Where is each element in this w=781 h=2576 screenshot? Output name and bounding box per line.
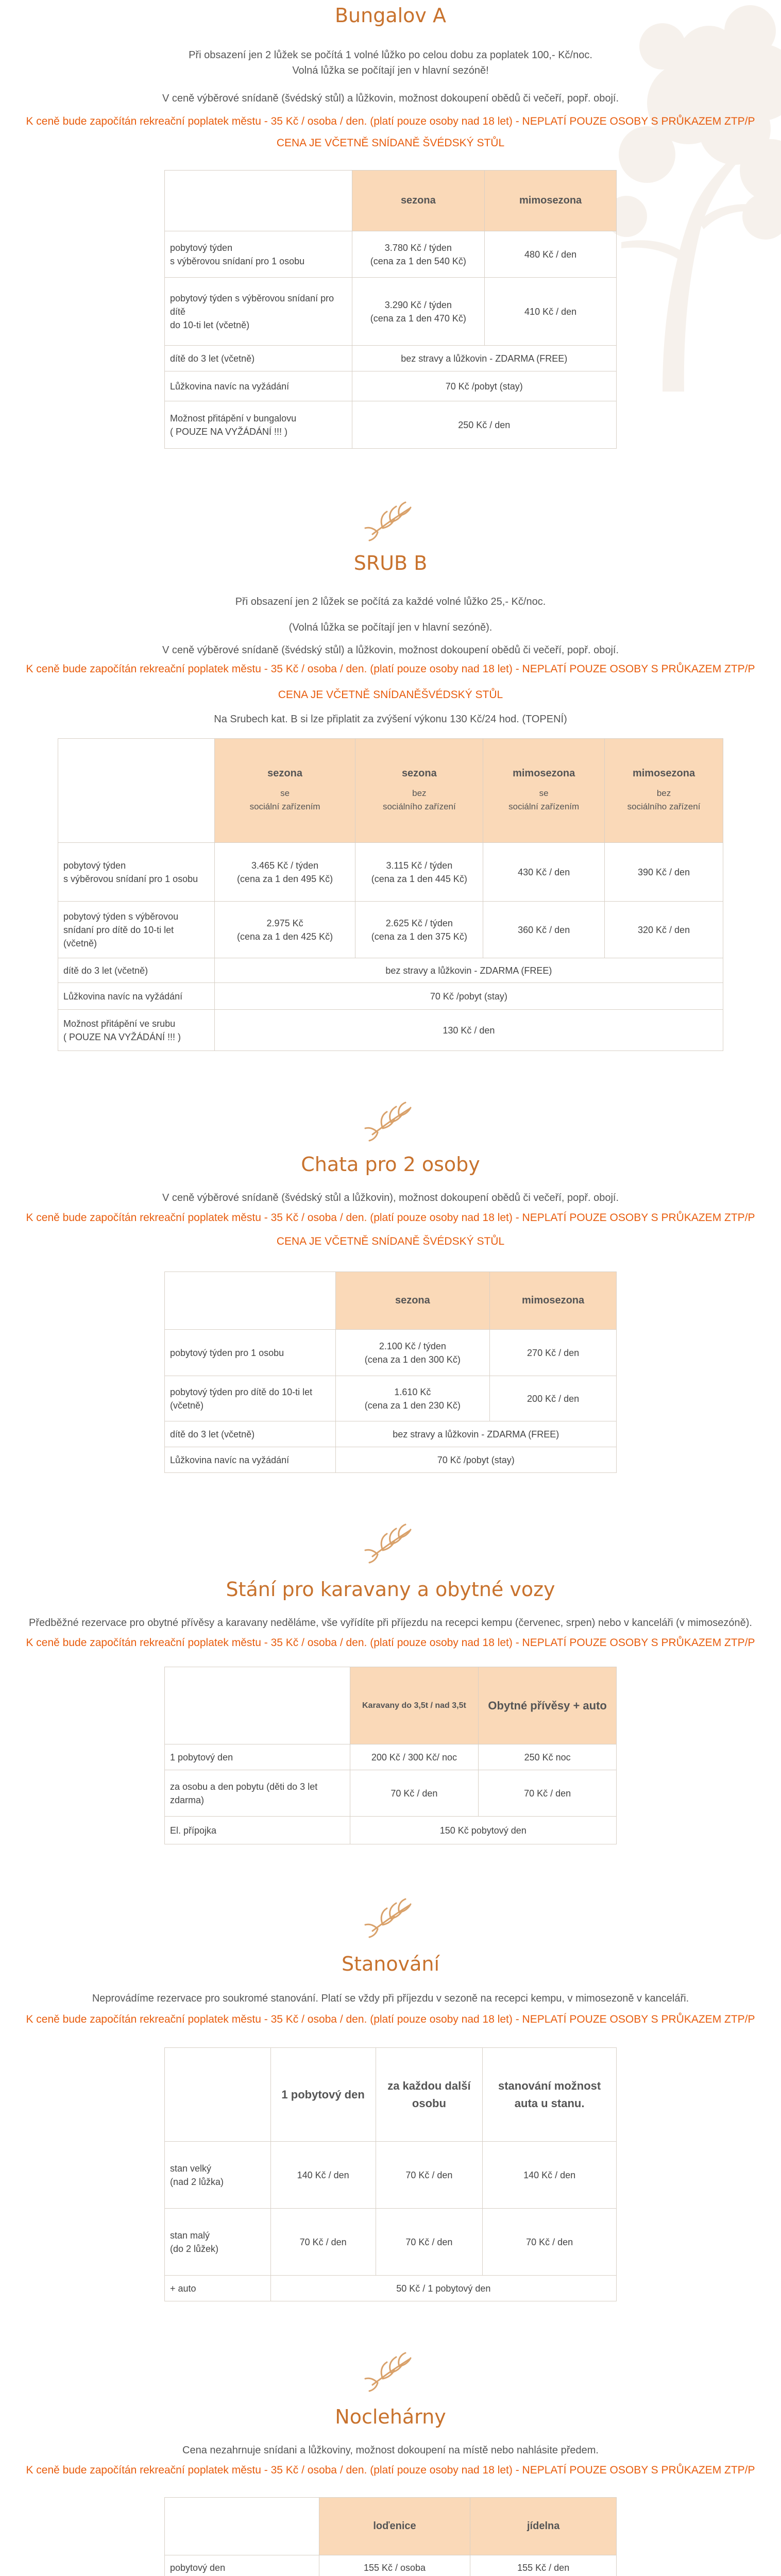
row-label: Lůžkovina navíc na vyžádání [58, 983, 215, 1010]
section-title: Chata pro 2 osoby [301, 1153, 480, 1176]
price-cell: bez stravy a lůžkovin - ZDARMA (FREE) [335, 1421, 616, 1447]
price-cell: 150 Kč pobytový den [350, 1817, 616, 1844]
section-title: Noclehárny [335, 2405, 446, 2428]
recreation-fee-notice: K ceně bude započítán rekreační poplatek městu - 35 Kč / osoba / den. (platí pouze osoby nad 18 let) - NEPLATÍ POUZE OSOBY S PRŮKAZEM ZTP/P [26, 115, 755, 127]
row-label: za osobu a den pobytu (děti do 3 let zdarma) [165, 1770, 350, 1817]
price-cell: 70 Kč / den [376, 2142, 483, 2209]
row-label: pobytový den [165, 2555, 319, 2576]
table-row [165, 1744, 617, 1770]
price-cell: 2.100 Kč / týden (cena za 1 den 300 Kč) [335, 1330, 490, 1376]
table-row [165, 1770, 617, 1817]
row-label: stan velký (nad 2 lůžka) [165, 2142, 271, 2209]
price-cell: 140 Kč / den [270, 2142, 376, 2209]
intro-text: Při obsazení jen 2 lůžek se počítá 1 volné lůžko po celou dobu za poplatek 100,- Kč/noc. [189, 49, 592, 61]
table-row [165, 1421, 617, 1447]
price-cell: bez stravy a lůžkovin - ZDARMA (FREE) [352, 346, 616, 371]
price-cell: 155 Kč / den [470, 2555, 617, 2576]
row-label: pobytový týden s výběrovou snídaní pro dítě do 10-ti let (včetně) [58, 902, 215, 958]
wheat-ornament-icon [362, 1895, 419, 1938]
price-cell: 70 Kč /pobyt (stay) [335, 1447, 616, 1473]
column-header: stanování možnost auta u stanu. [483, 2048, 617, 2142]
price-cell: 130 Kč / den [214, 1010, 723, 1051]
price-cell: 70 Kč / den [270, 2209, 376, 2276]
table-row [165, 278, 617, 346]
intro-text: Volná lůžka se počítají jen v hlavní sezóně! [292, 65, 489, 76]
table-row [165, 2209, 617, 2276]
row-label: pobytový týden s výběrovou snídaní pro dítě do 10-ti let (včetně) [165, 278, 352, 346]
row-label: Možnost přitápění ve srubu ( POUZE NA VYŽÁDÁNÍ !!! ) [58, 1010, 215, 1051]
price-cell: 140 Kč / den [483, 2142, 617, 2209]
table-row [58, 843, 723, 902]
section-title: Stanování [341, 1953, 440, 1975]
intro-text: Při obsazení jen 2 lůžek se počítá za každé volné lůžko 25,- Kč/noc. [235, 596, 546, 607]
price-cell: 250 Kč noc [479, 1744, 617, 1770]
row-label: Možnost přitápění v bungalovu ( POUZE NA VYŽÁDÁNÍ !!! ) [165, 401, 352, 449]
column-header: sezona se sociální zařízením [214, 739, 355, 843]
breakfast-notice: CENA JE VČETNĚ SNÍDANĚŠVÉDSKÝ STŮL [278, 689, 503, 701]
column-header: mimosezona [490, 1272, 617, 1330]
row-label: pobytový týden s výběrovou snídaní pro 1 osobu [165, 231, 352, 278]
table-row [165, 1447, 617, 1473]
table-row [165, 346, 617, 371]
price-table [164, 1667, 617, 1844]
recreation-fee-notice: K ceně bude započítán rekreační poplatek městu - 35 Kč / osoba / den. (platí pouze osoby nad 18 let) - NEPLATÍ POUZE OSOBY S PRŮKAZEM ZTP/P [26, 2464, 755, 2476]
wheat-ornament-icon [362, 1520, 419, 1564]
intro-text: Předběžné rezervace pro obytné přívěsy a karavany neděláme, vše vyřídíte při příjezdu na recepci kempu (červenec, srpen) nebo v kanceláři (v mimosezóně). [28, 1617, 752, 1629]
price-cell: 3.465 Kč / týden (cena za 1 den 495 Kč) [214, 843, 355, 902]
price-cell: bez stravy a lůžkovin - ZDARMA (FREE) [214, 958, 723, 983]
price-cell: 430 Kč / den [483, 843, 605, 902]
table-row [165, 1330, 617, 1376]
table-row [165, 371, 617, 401]
price-cell: 70 Kč / den [376, 2209, 483, 2276]
column-header: mimosezona se sociální zařízením [483, 739, 605, 843]
section-karavany [0, 1578, 781, 1844]
row-label: pobytový týden s výběrovou snídaní pro 1 osobu [58, 843, 215, 902]
recreation-fee-notice: K ceně bude započítán rekreační poplatek městu - 35 Kč / osoba / den. (platí pouze osoby nad 18 let) - NEPLATÍ POUZE OSOBY S PRŮKAZEM ZTP/P [26, 1212, 755, 1224]
price-cell: 70 Kč / den [479, 1770, 617, 1817]
wheat-ornament-icon [362, 498, 419, 541]
column-header: Karavany do 3,5t / nad 3,5t [350, 1667, 479, 1744]
price-table [58, 738, 723, 1051]
column-header: mimosezona bez sociálního zařízení [605, 739, 723, 843]
table-row [58, 983, 723, 1010]
price-cell: 390 Kč / den [605, 843, 723, 902]
price-cell: 70 Kč / den [483, 2209, 617, 2276]
recreation-fee-notice: K ceně bude započítán rekreační poplatek městu - 35 Kč / osoba / den. (platí pouze osoby nad 18 let) - NEPLATÍ POUZE OSOBY S PRŮKAZEM ZTP/P [26, 1637, 755, 1649]
row-label: dítě do 3 let (včetně) [58, 958, 215, 983]
price-cell: 480 Kč / den [485, 231, 617, 278]
table-row [165, 1817, 617, 1844]
price-cell: 200 Kč / den [490, 1376, 617, 1421]
price-table [164, 1272, 617, 1473]
section-nocleharny [0, 2405, 781, 2576]
section-title: Stání pro karavany a obytné vozy [226, 1578, 555, 1601]
price-cell: 50 Kč / 1 pobytový den [270, 2276, 616, 2301]
table-row [165, 401, 617, 449]
row-label: dítě do 3 let (včetně) [165, 1421, 336, 1447]
column-header: sezona bez sociálního zařízení [355, 739, 483, 843]
price-cell: 2.625 Kč / týden (cena za 1 den 375 Kč) [355, 902, 483, 958]
price-table [164, 2497, 617, 2576]
section-title: Bungalov A [334, 4, 446, 27]
price-cell: 410 Kč / den [485, 278, 617, 346]
section-bungalov [0, 0, 781, 449]
price-cell: 2.975 Kč (cena za 1 den 425 Kč) [214, 902, 355, 958]
column-header: jídelna [470, 2498, 617, 2555]
recreation-fee-notice: K ceně bude započítán rekreační poplatek městu - 35 Kč / osoba / den. (platí pouze osoby nad 18 let) - NEPLATÍ POUZE OSOBY S PRŮKAZEM ZTP/P [26, 2013, 755, 2025]
price-cell: 155 Kč / osoba [319, 2555, 470, 2576]
price-cell: 3.780 Kč / týden (cena za 1 den 540 Kč) [352, 231, 485, 278]
column-header: mimosezona [485, 171, 617, 231]
price-cell: 70 Kč /pobyt (stay) [352, 371, 616, 401]
section-stanovani [0, 1953, 781, 2301]
breakfast-notice: CENA JE VČETNĚ SNÍDANĚ ŠVÉDSKÝ STŮL [276, 137, 505, 149]
price-cell: 70 Kč /pobyt (stay) [214, 983, 723, 1010]
row-label: pobytový týden pro dítě do 10-ti let (včetně) [165, 1376, 336, 1421]
breakfast-notice: CENA JE VČETNĚ SNÍDANĚ ŠVÉDSKÝ STŮL [276, 1235, 505, 1247]
intro-text: V ceně výběrové snídaně (švédský stůl) a lůžkovin, možnost dokoupení obědů či večeří, popř. obojí. [162, 93, 619, 104]
table-row [58, 958, 723, 983]
section-chata [0, 1153, 781, 1473]
price-table [164, 2047, 617, 2301]
heating-note: Na Srubech kat. B si lze připlatit za zvýšení výkonu 130 Kč/24 hod. (TOPENÍ) [214, 714, 567, 725]
table-row [58, 1010, 723, 1051]
row-label: Lůžkovina navíc na vyžádání [165, 371, 352, 401]
column-header: 1 pobytový den [270, 2048, 376, 2142]
table-row [165, 1376, 617, 1421]
price-cell: 200 Kč / 300 Kč/ noc [350, 1744, 479, 1770]
column-header: sezona [352, 171, 485, 231]
price-cell: 250 Kč / den [352, 401, 616, 449]
wheat-ornament-icon [362, 1098, 419, 1142]
column-header: za každou další osobu [376, 2048, 483, 2142]
table-row [165, 2276, 617, 2301]
intro-text: V ceně výběrové snídaně (švédský stůl a lůžkovin), možnost dokoupení obědů či večeří, popř. obojí. [162, 1192, 619, 1204]
table-row [165, 2142, 617, 2209]
table-row [58, 902, 723, 958]
price-cell: 320 Kč / den [605, 902, 723, 958]
row-label: dítě do 3 let (včetně) [165, 346, 352, 371]
wheat-ornament-icon [362, 2349, 419, 2392]
price-cell: 70 Kč / den [350, 1770, 479, 1817]
column-header: sezona [335, 1272, 490, 1330]
row-label: Lůžkovina navíc na vyžádání [165, 1447, 336, 1473]
price-cell: 3.115 Kč / týden (cena za 1 den 445 Kč) [355, 843, 483, 902]
price-cell: 360 Kč / den [483, 902, 605, 958]
row-label: 1 pobytový den [165, 1744, 350, 1770]
intro-text: (Volná lůžka se počítají jen v hlavní sezóně). [288, 622, 493, 633]
price-cell: 270 Kč / den [490, 1330, 617, 1376]
section-title: SRUB B [353, 552, 428, 574]
table-row [165, 231, 617, 278]
price-cell: 3.290 Kč / týden (cena za 1 den 470 Kč) [352, 278, 485, 346]
row-label: + auto [165, 2276, 271, 2301]
section-srub [0, 552, 781, 1051]
row-label: El. přípojka [165, 1817, 350, 1844]
column-header: Obytné přívěsy + auto [479, 1667, 617, 1744]
row-label: pobytový týden pro 1 osobu [165, 1330, 336, 1376]
price-cell: 1.610 Kč (cena za 1 den 230 Kč) [335, 1376, 490, 1421]
intro-text: Neprovádíme rezervace pro soukromé stanování. Platí se vždy při příjezdu v sezoně na recepci kempu, v mimosezoně v kanceláři. [92, 1993, 689, 2004]
price-table [164, 170, 617, 449]
table-row [165, 2555, 617, 2576]
recreation-fee-notice: K ceně bude započítán rekreační poplatek městu - 35 Kč / osoba / den. (platí pouze osoby nad 18 let) - NEPLATÍ POUZE OSOBY S PRŮKAZEM ZTP/P [26, 663, 755, 675]
intro-text: V ceně výběrové snídaně (švédský stůl) a lůžkovin, možnost dokoupení obědů či večeří, popř. obojí. [162, 645, 619, 656]
row-label: stan malý (do 2 lůžek) [165, 2209, 271, 2276]
column-header: loďenice [319, 2498, 470, 2555]
intro-text: Cena nezahrnuje snídani a lůžkoviny, možnost dokoupení na místě nebo nahlásite předem. [182, 2445, 599, 2456]
